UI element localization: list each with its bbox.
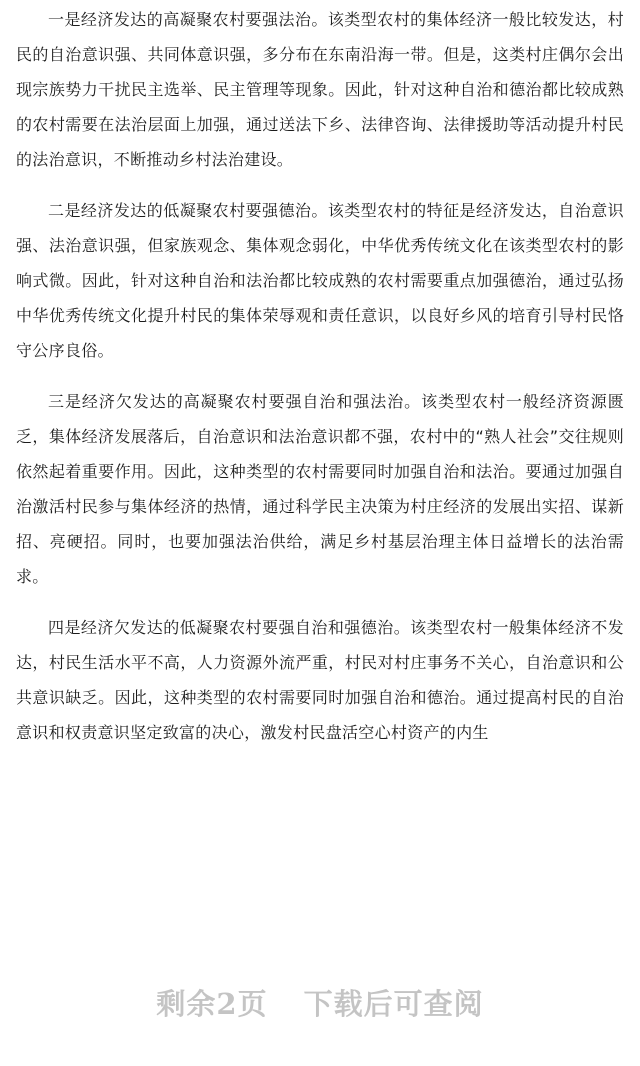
paragraph-2: 二是经济发达的低凝聚农村要强德治。该类型农村的特征是经济发达，自治意识强、法治意识强，但家族观念、集体观念弱化，中华优秀传统文化在该类型农村的影响式微。因此，针对这种自治和法治都比较成熟的农村需要重点加强德治，通过弘扬中华优秀传统文化提升村民的集体荣辱观和责任意识，以良好乡风的培育引导村民恪守公序良俗。 (16, 201, 624, 360)
preview-limit-banner[interactable] (0, 982, 640, 1023)
paragraph-3: 三是经济欠发达的高凝聚农村要强自治和强法治。该类型农村一般经济资源匮乏，集体经济发展落后，自治意识和法治意识都不强，农村中的“熟人社会”交往规则依然起着重要作用。因此，这种类型的农村需要同时加强自治和法治。要通过加强自治激活村民参与集体经济的热情，通过科学民主决策为村庄经济的发展出实招、谋新招、亮硬招。同时，也要加强法治供给，满足乡村基层治理主体日益增长的法治需求。 (16, 392, 624, 586)
download-to-view-label[interactable]: 下载后可查阅 (303, 987, 484, 1021)
paragraph-1: 一是经济发达的高凝聚农村要强法治。该类型农村的集体经济一般比较发达，村民的自治意识强、共同体意识强，多分布在东南沿海一带。但是，这类村庄偶尔会出现宗族势力干扰民主选举、民主管理等现象。因此，针对这种自治和德治都比较成熟的农村需要在法治层面上加强，通过送法下乡、法律咨询、法律援助等活动提升村民的法治意识，不断推动乡村法治建设。 (16, 10, 624, 169)
remaining-pages-label: 剩余2页 (156, 987, 268, 1021)
document-body (16, 2, 624, 766)
paragraph-4: 四是经济欠发达的低凝聚农村要强自治和强德治。该类型农村一般集体经济不发达，村民生活水平不高，人力资源外流严重，村民对村庄事务不关心，自治意识和公共意识缺乏。因此，这种类型的农村需要同时加强自治和德治。通过提高村民的自治意识和权责意识坚定致富的决心，激发村民盘活空心村资产的内生 (16, 618, 624, 742)
